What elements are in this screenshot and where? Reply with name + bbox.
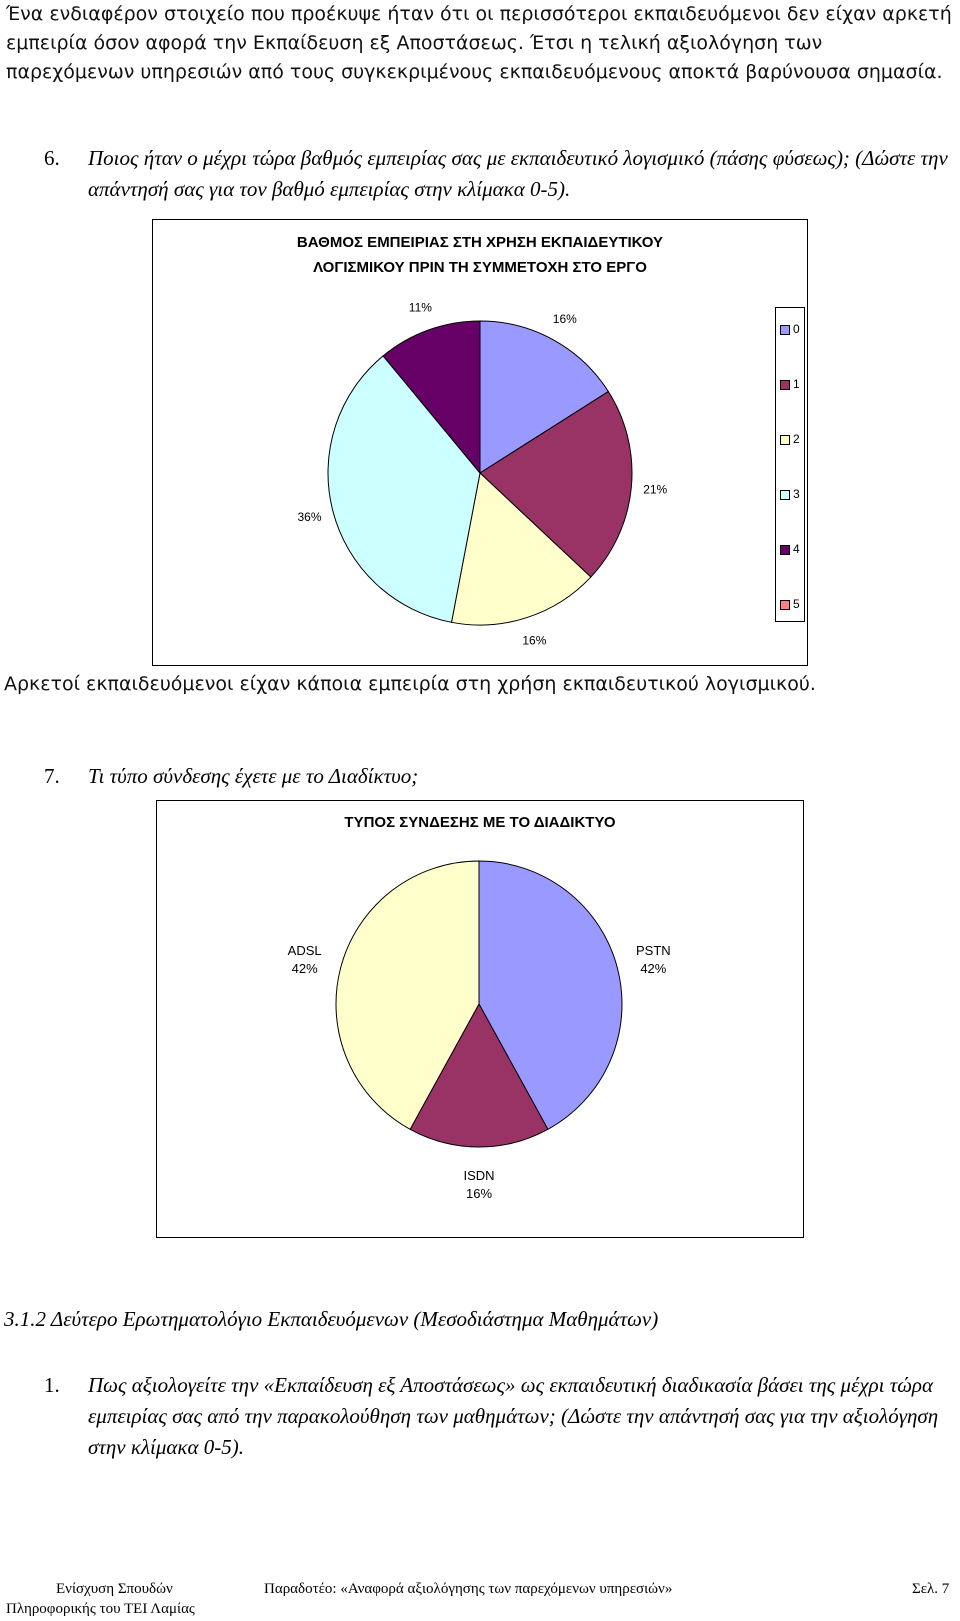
chart2-label-value-0: 42%: [640, 961, 667, 977]
chart2-label-value-1: 16%: [465, 1186, 493, 1201]
chart2-label-name-0: PSTN: [636, 943, 671, 959]
experience-pie-chart: [153, 220, 807, 665]
chart1-label-1: 21%: [643, 482, 668, 497]
legend-item-4: [780, 542, 800, 556]
legend-item-3: [780, 487, 800, 501]
legend-swatch-2: [780, 435, 790, 445]
legend-swatch-3: [780, 490, 790, 500]
legend-swatch-4: [780, 545, 790, 555]
question-6-number: 6.: [44, 146, 60, 170]
question-6: [44, 143, 956, 205]
legend-swatch-0: [780, 325, 790, 335]
chart1-label-2: 16%: [522, 633, 547, 648]
question-1-text: Πως αξιολογείτε την «Εκπαίδευση εξ Αποστάσεως» ως εκπαιδευτική διαδικασία βάσει της μέχρι τώρα εμπειρίας σας από την παρακολούθηση των μαθημάτων; (Δώστε την απάντησή σας για την αξιολόγηση στην κλίμακα 0-5).: [88, 1373, 939, 1459]
legend-label-1: 1: [793, 377, 800, 391]
section-heading: 3.1.2 Δεύτερο Ερωτηματολόγιο Εκπαιδευόμενων (Μεσοδιάστημα Μαθημάτων): [4, 1307, 659, 1331]
footer-center: Παραδοτέο: «Αναφορά αξιολόγησης των παρεχόμενων υπηρεσιών»: [264, 1581, 673, 1597]
chart1-caption: Αρκετοί εκπαιδευόμενοι είχαν κάποια εμπειρία στη χρήση εκπαιδευτικού λογισμικού.: [4, 673, 816, 695]
legend-label-4: 4: [793, 542, 800, 556]
legend-label-5: 5: [793, 597, 800, 611]
footer-page-number: Σελ. 7: [912, 1581, 950, 1597]
legend-label-2: 2: [793, 432, 800, 446]
intro-paragraph: Ένα ενδιαφέρον στοιχείο που προέκυψε ήταν ότι οι περισσότεροι εκπαιδευόμενοι δεν είχαν αρκετή εμπειρία όσον αφορά την Εκπαίδευση εξ Αποστάσεως. Έτσι η τελική αξιολόγηση των παρεχόμενων υπηρεσιών από τους συγκεκριμένους εκπαιδευόμενους αποκτά βαρύνουσα σημασία.: [6, 3, 952, 83]
footer-left-line1: Ενίσχυση Σπουδών: [56, 1581, 173, 1597]
legend-swatch-1: [780, 380, 790, 390]
chart1-title-line2: ΛΟΓΙΣΜΙΚΟΥ ΠΡΙΝ ΤΗ ΣΥΜΜΕΤΟΧΗ ΣΤΟ ΕΡΓΟ: [313, 259, 647, 276]
connection-chart-frame: [156, 800, 804, 1238]
connection-pie-chart: [157, 801, 803, 1237]
question-7: [44, 761, 956, 792]
chart1-label-4: 11%: [408, 300, 432, 315]
legend-label-3: 3: [793, 487, 800, 501]
chart2-label-name-2: ADSL: [287, 943, 322, 959]
footer-left-line2: Πληροφορικής του ΤΕΙ Λαμίας: [6, 1601, 195, 1617]
question-1-number: 1.: [44, 1373, 60, 1397]
question-1: [44, 1370, 956, 1463]
question-6-text: Ποιος ήταν ο μέχρι τώρα βαθμός εμπειρίας σας με εκπαιδευτικό λογισμικό (πάσης φύσεως); (Δώστε την απάντησή σας για τον βαθμό εμπειρίας στην κλίμακα 0-5).: [88, 146, 948, 201]
legend-item-5: [780, 597, 800, 611]
chart2-title: ΤΥΠΟΣ ΣΥΝΔΕΣΗΣ ΜΕ ΤΟ ΔΙΑΔΙΚΤΥΟ: [344, 814, 616, 831]
legend-item-1: [780, 377, 800, 391]
question-7-number: 7.: [44, 764, 60, 788]
chart1-label-3: 36%: [297, 509, 322, 524]
chart1-label-0: 16%: [552, 311, 577, 326]
question-7-text: Τι τύπο σύνδεσης έχετε με το Διαδίκτυο;: [88, 764, 419, 788]
chart1-title-line1: ΒΑΘΜΟΣ ΕΜΠΕΙΡΙΑΣ ΣΤΗ ΧΡΗΣΗ ΕΚΠΑΙΔΕΥΤΙΚΟΥ: [296, 234, 664, 251]
legend-item-2: [780, 432, 800, 446]
experience-chart-frame: [152, 219, 808, 666]
legend-swatch-5: [780, 600, 790, 610]
chart2-label-name-1: ISDN: [463, 1168, 495, 1183]
legend-label-0: 0: [793, 322, 800, 336]
chart2-label-value-2: 42%: [291, 961, 318, 977]
chart1-legend: [775, 307, 805, 622]
legend-item-0: [780, 322, 800, 336]
